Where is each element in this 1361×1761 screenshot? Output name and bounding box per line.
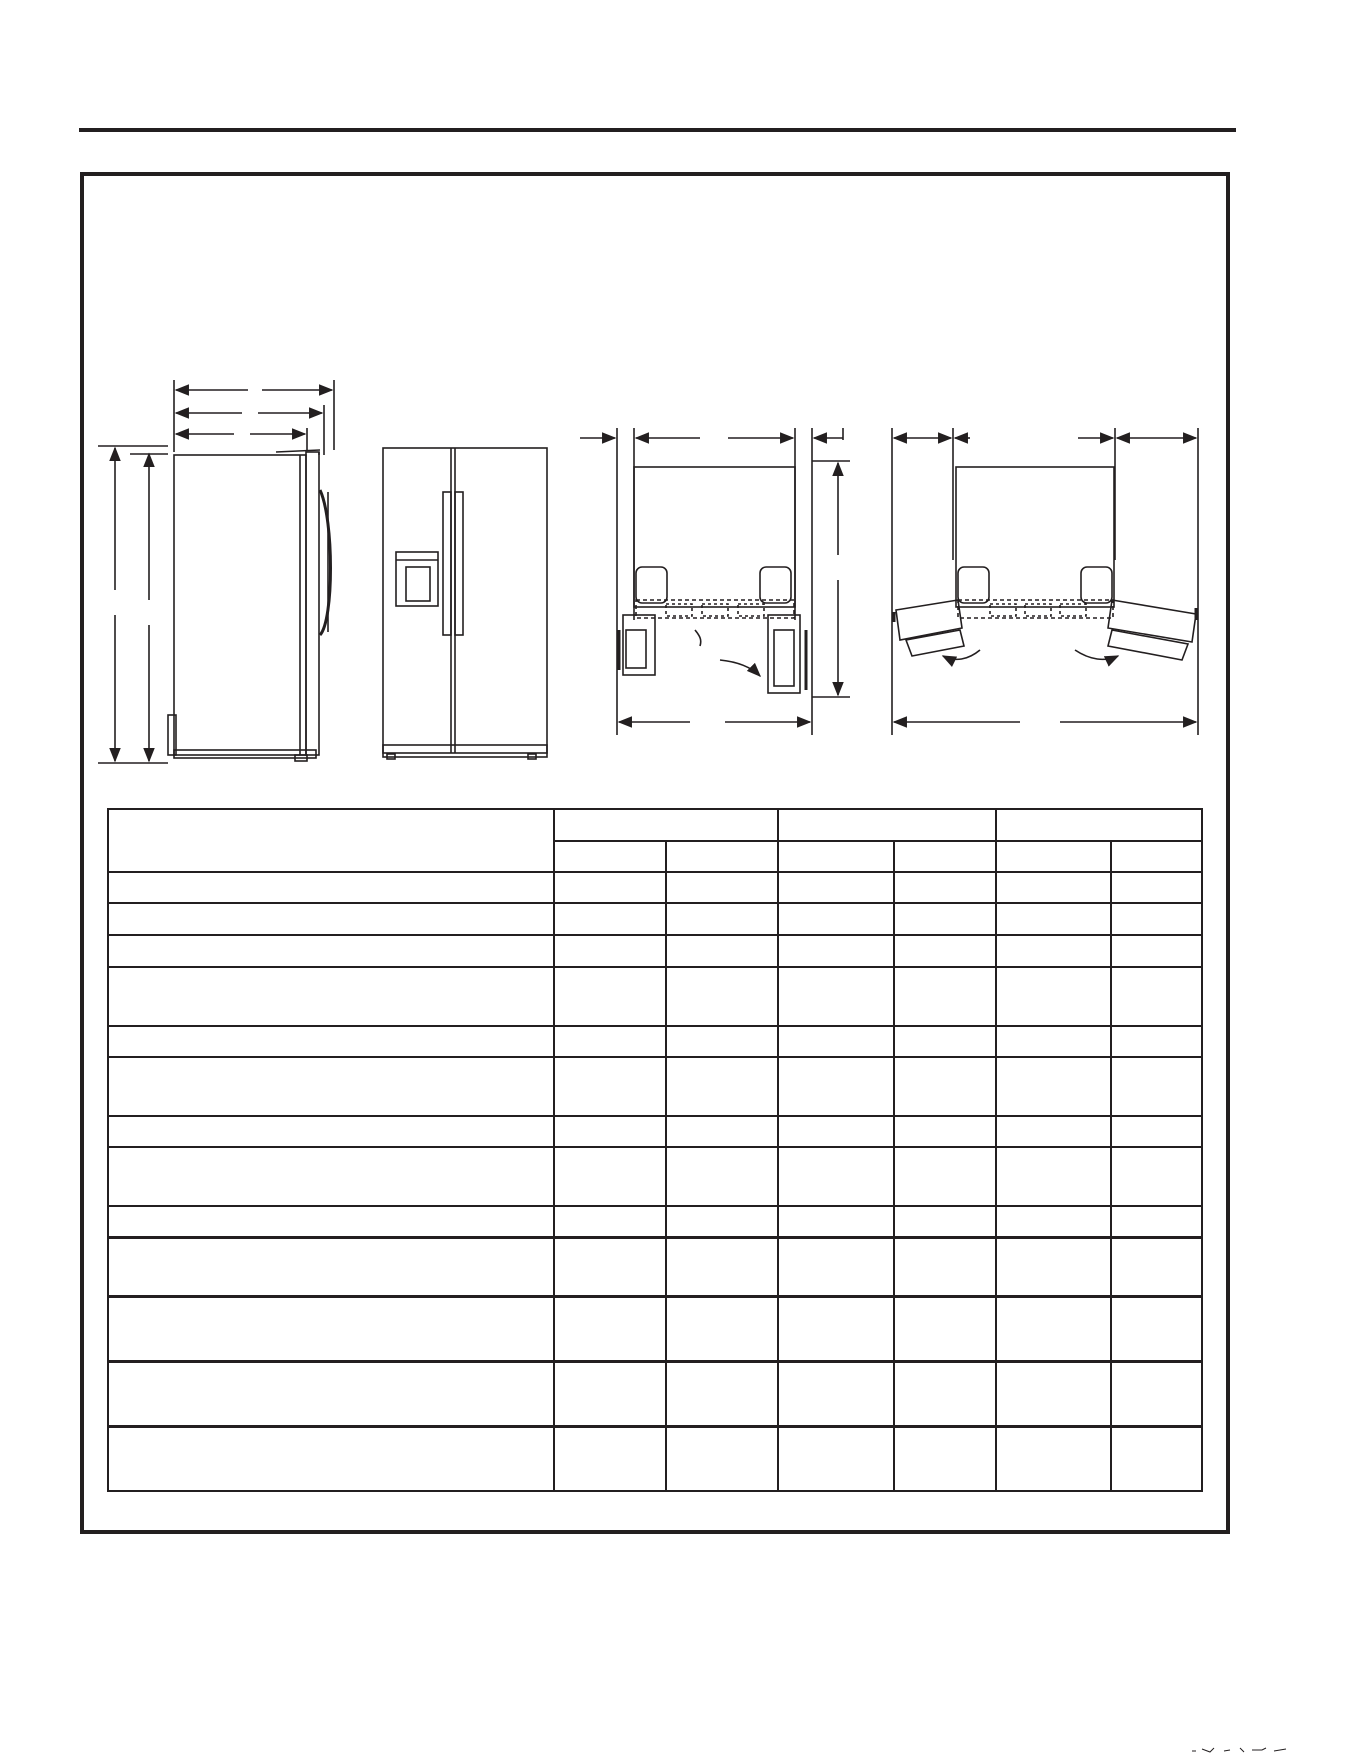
table-cell [996,1426,1111,1491]
table-cell [778,967,894,1026]
row-label [108,1026,554,1057]
table-cell [778,1426,894,1491]
table-cell [894,1426,996,1491]
subheader-cell [894,841,996,872]
footer-artifact [1190,1745,1290,1755]
table-row [108,1296,1202,1361]
table-cell [554,903,666,935]
table-cell [666,1361,778,1426]
table-cell [996,1057,1111,1116]
front-view-drawing [383,448,547,759]
row-label [108,872,554,903]
table-cell [666,1116,778,1147]
row-label [108,1057,554,1116]
subheader-cell [554,841,666,872]
table-row [108,1426,1202,1491]
row-label [108,1147,554,1206]
dimension-drawings [0,0,1361,800]
table-cell [894,1296,996,1361]
table-cell [778,1026,894,1057]
table-cell [554,1296,666,1361]
table-cell [666,1296,778,1361]
row-label [108,1361,554,1426]
table-cell [996,1361,1111,1426]
table-cell [554,1206,666,1237]
table-cell [996,967,1111,1026]
table-cell [554,1057,666,1116]
row-label [108,1426,554,1491]
table-cell [666,872,778,903]
row-label [108,1206,554,1237]
table-cell [554,1147,666,1206]
table-cell [996,1206,1111,1237]
table-cell [1111,872,1202,903]
table-cell [1111,1426,1202,1491]
header-group-cell [778,809,996,841]
table-cell [666,1426,778,1491]
table-cell [778,872,894,903]
table-cell [778,1361,894,1426]
top-view-90-drawing [580,428,850,735]
top-view-wide-drawing [892,428,1198,735]
table-cell [778,935,894,967]
table-cell [1111,935,1202,967]
table-cell [666,1237,778,1296]
table-cell [894,1026,996,1057]
table-cell [1111,967,1202,1026]
row-label [108,1116,554,1147]
table-cell [996,935,1111,967]
table-cell [1111,903,1202,935]
table-cell [1111,1206,1202,1237]
table-cell [894,1116,996,1147]
table-row [108,1057,1202,1116]
table-cell [554,1361,666,1426]
table-cell [996,1026,1111,1057]
table-cell [894,1361,996,1426]
table-cell [554,1426,666,1491]
header-group-cell [996,809,1202,841]
table-cell [778,903,894,935]
table-cell [666,967,778,1026]
table-row [108,1116,1202,1147]
table-cell [778,1116,894,1147]
table-cell [1111,1237,1202,1296]
table-cell [554,1026,666,1057]
table-cell [1111,1147,1202,1206]
table-cell [894,903,996,935]
table-cell [894,1147,996,1206]
table-cell [666,1026,778,1057]
table-cell [996,1237,1111,1296]
table-cell [894,935,996,967]
table-cell [1111,1026,1202,1057]
subheader-cell [1111,841,1202,872]
table-cell [554,1116,666,1147]
table-row [108,1361,1202,1426]
row-label [108,1296,554,1361]
table-cell [1111,1057,1202,1116]
header-blank-cell [108,809,554,872]
table-cell [778,1237,894,1296]
row-label [108,903,554,935]
dimensions-table [107,808,1203,1492]
table-row [108,1026,1202,1057]
table-cell [996,872,1111,903]
table-row [108,935,1202,967]
table-cell [778,1057,894,1116]
table-cell [554,872,666,903]
table-cell [666,935,778,967]
header-group-cell [554,809,778,841]
table-cell [554,967,666,1026]
table-cell [666,1206,778,1237]
table-header-row [108,809,1202,841]
table-cell [666,903,778,935]
table-cell [666,1057,778,1116]
table-row [108,1237,1202,1296]
table-cell [894,872,996,903]
row-label [108,967,554,1026]
table-cell [996,1296,1111,1361]
table-row [108,967,1202,1026]
row-label [108,1237,554,1296]
subheader-cell [996,841,1111,872]
row-label [108,935,554,967]
table-row [108,903,1202,935]
table-cell [778,1147,894,1206]
table-cell [996,1116,1111,1147]
table-cell [666,1147,778,1206]
table-cell [1111,1296,1202,1361]
table-cell [778,1206,894,1237]
table-cell [554,935,666,967]
table-cell [894,1206,996,1237]
table-cell [1111,1116,1202,1147]
table-row [108,872,1202,903]
side-view-drawing [98,380,334,763]
table-cell [894,1237,996,1296]
table-cell [996,1147,1111,1206]
table-row [108,1206,1202,1237]
table-cell [894,967,996,1026]
table-cell [894,1057,996,1116]
table-cell [1111,1361,1202,1426]
subheader-cell [666,841,778,872]
table-cell [554,1237,666,1296]
table-cell [996,903,1111,935]
subheader-cell [778,841,894,872]
table-row [108,1147,1202,1206]
table-cell [778,1296,894,1361]
